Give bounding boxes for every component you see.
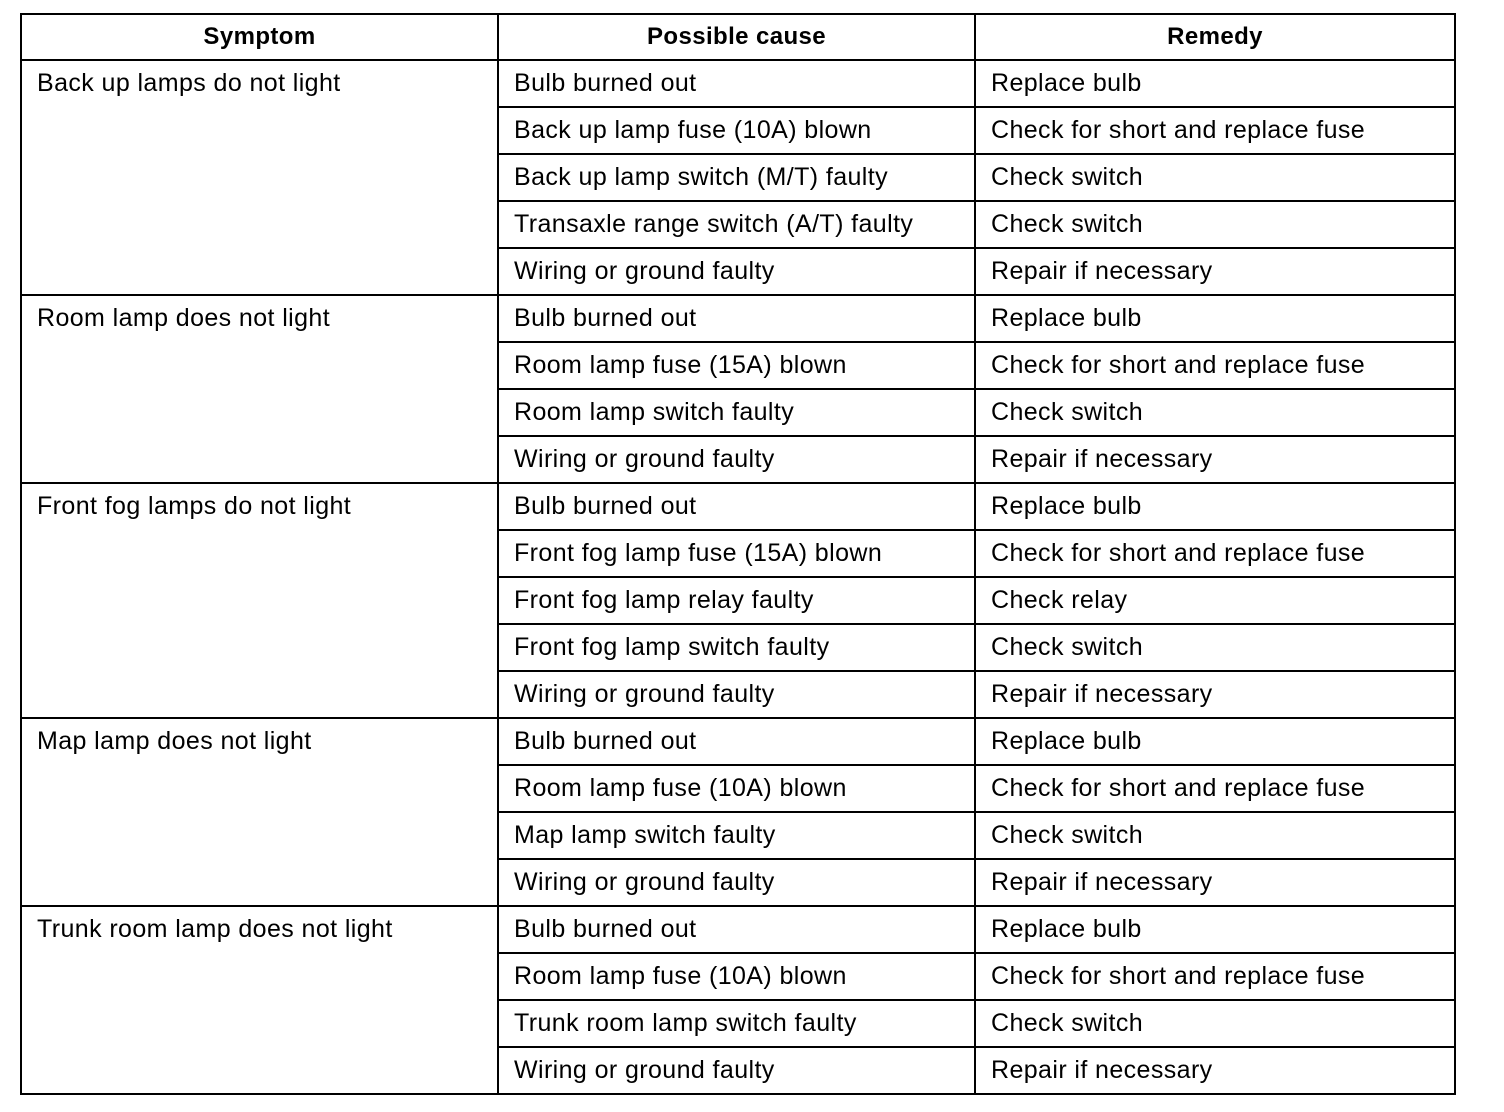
- remedy-cell: Replace bulb: [975, 906, 1455, 953]
- table-row: [21, 483, 1455, 530]
- possible-cause-cell: Bulb burned out: [498, 906, 975, 953]
- table-row: [21, 718, 1455, 765]
- table-row: [21, 295, 1455, 342]
- header-remedy: Remedy: [975, 14, 1455, 60]
- remedy-cell: Check relay: [975, 577, 1455, 624]
- remedy-cell: Replace bulb: [975, 483, 1455, 530]
- remedy-cell: Check switch: [975, 201, 1455, 248]
- header-symptom: Symptom: [21, 14, 498, 60]
- table-body: [21, 60, 1455, 1094]
- possible-cause-cell: Wiring or ground faulty: [498, 859, 975, 906]
- possible-cause-cell: Room lamp fuse (15A) blown: [498, 342, 975, 389]
- header-possible-cause: Possible cause: [498, 14, 975, 60]
- header-row: [21, 14, 1455, 60]
- remedy-cell: Replace bulb: [975, 718, 1455, 765]
- remedy-cell: Repair if necessary: [975, 859, 1455, 906]
- remedy-cell: Check switch: [975, 624, 1455, 671]
- remedy-cell: Check switch: [975, 154, 1455, 201]
- remedy-cell: Check for short and replace fuse: [975, 953, 1455, 1000]
- possible-cause-cell: Back up lamp switch (M/T) faulty: [498, 154, 975, 201]
- possible-cause-cell: Wiring or ground faulty: [498, 671, 975, 718]
- remedy-cell: Repair if necessary: [975, 1047, 1455, 1094]
- table-row: [21, 60, 1455, 107]
- possible-cause-cell: Bulb burned out: [498, 295, 975, 342]
- symptom-cell: Trunk room lamp does not light: [21, 906, 498, 1094]
- remedy-cell: Check for short and replace fuse: [975, 530, 1455, 577]
- possible-cause-cell: Bulb burned out: [498, 60, 975, 107]
- remedy-cell: Repair if necessary: [975, 436, 1455, 483]
- possible-cause-cell: Back up lamp fuse (10A) blown: [498, 107, 975, 154]
- remedy-cell: Check switch: [975, 812, 1455, 859]
- possible-cause-cell: Front fog lamp fuse (15A) blown: [498, 530, 975, 577]
- symptom-cell: Room lamp does not light: [21, 295, 498, 483]
- possible-cause-cell: Room lamp switch faulty: [498, 389, 975, 436]
- remedy-cell: Check switch: [975, 389, 1455, 436]
- symptom-cell: Front fog lamps do not light: [21, 483, 498, 718]
- possible-cause-cell: Room lamp fuse (10A) blown: [498, 953, 975, 1000]
- possible-cause-cell: Front fog lamp switch faulty: [498, 624, 975, 671]
- possible-cause-cell: Bulb burned out: [498, 483, 975, 530]
- remedy-cell: Check switch: [975, 1000, 1455, 1047]
- possible-cause-cell: Wiring or ground faulty: [498, 1047, 975, 1094]
- table-header: [21, 14, 1455, 60]
- remedy-cell: Check for short and replace fuse: [975, 342, 1455, 389]
- possible-cause-cell: Bulb burned out: [498, 718, 975, 765]
- remedy-cell: Repair if necessary: [975, 671, 1455, 718]
- symptom-cell: Back up lamps do not light: [21, 60, 498, 295]
- table-row: [21, 906, 1455, 953]
- remedy-cell: Check for short and replace fuse: [975, 107, 1455, 154]
- remedy-cell: Replace bulb: [975, 295, 1455, 342]
- remedy-cell: Check for short and replace fuse: [975, 765, 1455, 812]
- possible-cause-cell: Transaxle range switch (A/T) faulty: [498, 201, 975, 248]
- possible-cause-cell: Trunk room lamp switch faulty: [498, 1000, 975, 1047]
- possible-cause-cell: Map lamp switch faulty: [498, 812, 975, 859]
- possible-cause-cell: Wiring or ground faulty: [498, 436, 975, 483]
- possible-cause-cell: Wiring or ground faulty: [498, 248, 975, 295]
- possible-cause-cell: Front fog lamp relay faulty: [498, 577, 975, 624]
- remedy-cell: Repair if necessary: [975, 248, 1455, 295]
- remedy-cell: Replace bulb: [975, 60, 1455, 107]
- troubleshooting-table: [20, 13, 1456, 1095]
- possible-cause-cell: Room lamp fuse (10A) blown: [498, 765, 975, 812]
- symptom-cell: Map lamp does not light: [21, 718, 498, 906]
